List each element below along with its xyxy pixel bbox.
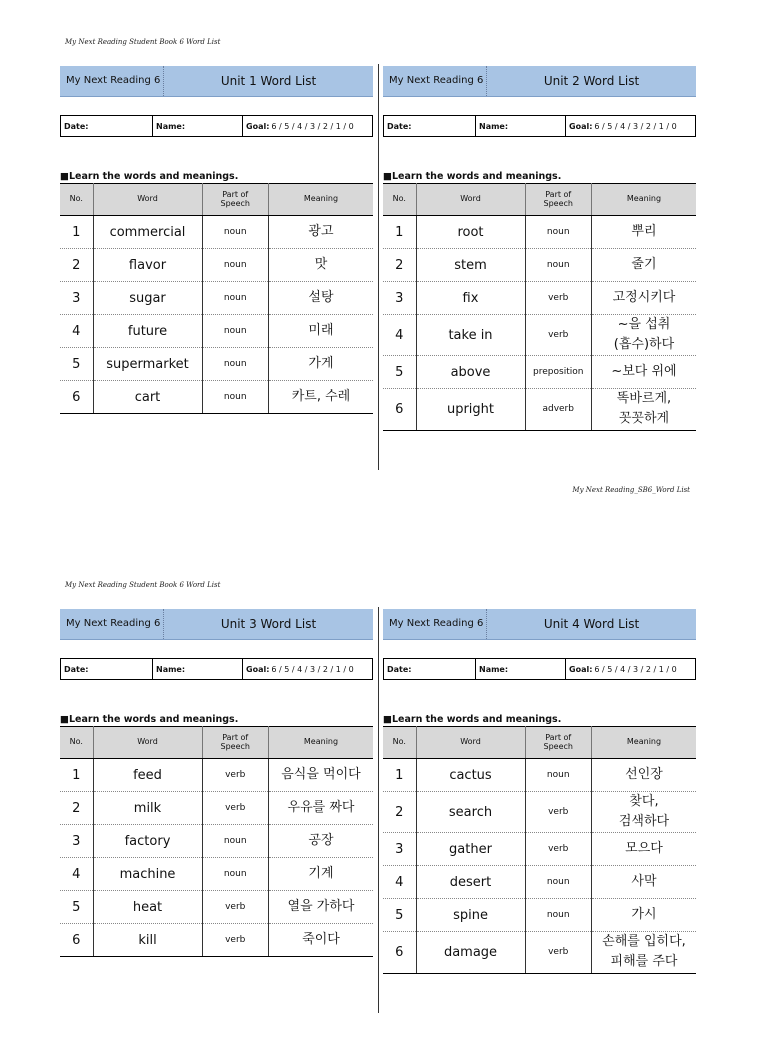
row-word: kill xyxy=(93,924,202,957)
row-part-of-speech: noun xyxy=(525,249,591,282)
row-part-of-speech: noun xyxy=(525,866,591,899)
table-row xyxy=(60,249,373,282)
table-header-row xyxy=(60,184,373,216)
row-part-of-speech: verb xyxy=(202,891,268,924)
row-meaning: 가게 xyxy=(268,348,373,381)
row-meaning: 고정시키다 xyxy=(591,282,696,315)
row-part-of-speech: verb xyxy=(525,315,591,356)
row-word: damage xyxy=(416,932,525,973)
row-number: 3 xyxy=(60,825,93,858)
row-meaning: 우유를 짜다 xyxy=(268,792,373,825)
row-part-of-speech: noun xyxy=(202,348,268,381)
goal-values: 6 / 5 / 4 / 3 / 2 / 1 / 0 xyxy=(271,121,354,131)
row-number: 2 xyxy=(60,792,93,825)
unit-title: Unit 3 Word List xyxy=(220,617,317,631)
book-name: My Next Reading 6 xyxy=(60,66,164,96)
row-meaning: 광고 xyxy=(268,216,373,249)
row-word: fix xyxy=(416,282,525,315)
row-meaning: 카트, 수레 xyxy=(268,381,373,414)
row-part-of-speech: verb xyxy=(202,924,268,957)
row-number: 4 xyxy=(60,858,93,891)
info-row xyxy=(383,658,696,680)
row-meaning: 음식을 먹이다 xyxy=(268,759,373,792)
header-word: Word xyxy=(93,727,202,759)
row-word: sugar xyxy=(93,282,202,315)
title-bar xyxy=(383,66,696,97)
header-pos: Part of Speech xyxy=(202,184,268,216)
row-part-of-speech: verb xyxy=(525,792,591,833)
row-word: gather xyxy=(416,833,525,866)
page-header: My Next Reading Student Book 6 Word List xyxy=(65,38,221,46)
instruction-heading: ■Learn the words and meanings. xyxy=(60,714,239,725)
row-number: 1 xyxy=(383,216,416,249)
table-row xyxy=(60,891,373,924)
row-part-of-speech: verb xyxy=(202,759,268,792)
row-part-of-speech: noun xyxy=(202,216,268,249)
row-word: commercial xyxy=(93,216,202,249)
page-1 xyxy=(0,0,768,512)
column-divider xyxy=(378,607,379,1013)
word-table xyxy=(60,183,373,414)
header-word: Word xyxy=(416,727,525,759)
row-number: 1 xyxy=(60,216,93,249)
row-part-of-speech: noun xyxy=(525,759,591,792)
row-number: 6 xyxy=(383,389,416,430)
row-word: stem xyxy=(416,249,525,282)
title-bar xyxy=(383,609,696,640)
row-part-of-speech: verb xyxy=(525,282,591,315)
table-row xyxy=(60,759,373,792)
page-header: My Next Reading Student Book 6 Word List xyxy=(65,581,221,589)
info-row xyxy=(60,115,373,137)
row-word: feed xyxy=(93,759,202,792)
table-header-row xyxy=(383,184,696,216)
book-name: My Next Reading 6 xyxy=(383,609,487,639)
table-row xyxy=(383,833,696,866)
row-part-of-speech: verb xyxy=(202,792,268,825)
goal-field xyxy=(566,659,695,679)
header-no: No. xyxy=(60,184,93,216)
instruction-heading: ■Learn the words and meanings. xyxy=(60,171,239,182)
page-footer: My Next Reading_SB6_Word List xyxy=(572,486,690,494)
row-part-of-speech: noun xyxy=(525,899,591,932)
row-word: desert xyxy=(416,866,525,899)
row-part-of-speech: noun xyxy=(202,381,268,414)
header-no: No. xyxy=(383,727,416,759)
unit-panel-3 xyxy=(60,609,373,957)
header-no: No. xyxy=(383,184,416,216)
table-row xyxy=(60,381,373,414)
table-row xyxy=(383,899,696,932)
book-name: My Next Reading 6 xyxy=(383,66,487,96)
name-label: Name: xyxy=(156,121,186,131)
row-part-of-speech: noun xyxy=(202,315,268,348)
table-row xyxy=(60,792,373,825)
row-meaning: 사막 xyxy=(591,866,696,899)
date-label: Date: xyxy=(64,121,89,131)
page-2 xyxy=(0,543,768,1055)
unit-panel-2 xyxy=(383,66,696,431)
date-field[interactable] xyxy=(384,659,476,679)
table-row xyxy=(60,216,373,249)
row-meaning: ~을 섭취 (흡수)하다 xyxy=(591,315,696,356)
row-word: above xyxy=(416,356,525,389)
date-label: Date: xyxy=(64,664,89,674)
row-word: upright xyxy=(416,389,525,430)
unit-panel-4 xyxy=(383,609,696,974)
row-word: cactus xyxy=(416,759,525,792)
row-meaning: 미래 xyxy=(268,315,373,348)
table-row xyxy=(383,759,696,792)
row-part-of-speech: noun xyxy=(525,216,591,249)
row-number: 5 xyxy=(60,348,93,381)
row-word: future xyxy=(93,315,202,348)
header-pos: Part of Speech xyxy=(525,184,591,216)
row-part-of-speech: noun xyxy=(202,282,268,315)
row-word: search xyxy=(416,792,525,833)
row-word: heat xyxy=(93,891,202,924)
date-field[interactable] xyxy=(61,116,153,136)
table-row xyxy=(383,792,696,833)
title-bar xyxy=(60,609,373,640)
table-row xyxy=(60,858,373,891)
row-number: 6 xyxy=(60,381,93,414)
table-row xyxy=(383,932,696,973)
goal-values: 6 / 5 / 4 / 3 / 2 / 1 / 0 xyxy=(271,664,354,674)
row-number: 1 xyxy=(383,759,416,792)
row-part-of-speech: noun xyxy=(202,858,268,891)
name-label: Name: xyxy=(479,121,509,131)
unit-title: Unit 2 Word List xyxy=(543,74,640,88)
goal-label: Goal: xyxy=(569,664,593,674)
row-meaning: 선인장 xyxy=(591,759,696,792)
row-word: factory xyxy=(93,825,202,858)
date-label: Date: xyxy=(387,664,412,674)
row-meaning: 찾다, 검색하다 xyxy=(591,792,696,833)
goal-label: Goal: xyxy=(569,121,593,131)
info-row xyxy=(60,658,373,680)
table-row xyxy=(383,249,696,282)
row-number: 5 xyxy=(383,356,416,389)
header-meaning: Meaning xyxy=(591,184,696,216)
row-word: supermarket xyxy=(93,348,202,381)
instruction-heading: ■Learn the words and meanings. xyxy=(383,714,562,725)
word-table xyxy=(383,183,696,431)
name-field[interactable] xyxy=(153,659,243,679)
table-row xyxy=(60,348,373,381)
date-field[interactable] xyxy=(384,116,476,136)
row-number: 3 xyxy=(383,833,416,866)
row-number: 4 xyxy=(383,866,416,899)
row-word: take in xyxy=(416,315,525,356)
table-row xyxy=(60,315,373,348)
row-meaning: 설탕 xyxy=(268,282,373,315)
header-pos: Part of Speech xyxy=(202,727,268,759)
row-meaning: 기계 xyxy=(268,858,373,891)
book-name: My Next Reading 6 xyxy=(60,609,164,639)
goal-field xyxy=(243,659,372,679)
word-table xyxy=(383,726,696,974)
goal-label: Goal: xyxy=(246,121,270,131)
instruction-heading: ■Learn the words and meanings. xyxy=(383,171,562,182)
header-word: Word xyxy=(416,184,525,216)
table-row xyxy=(383,389,696,430)
unit-title: Unit 4 Word List xyxy=(543,617,640,631)
row-number: 6 xyxy=(383,932,416,973)
table-row xyxy=(60,282,373,315)
row-word: cart xyxy=(93,381,202,414)
row-part-of-speech: preposition xyxy=(525,356,591,389)
row-number: 5 xyxy=(60,891,93,924)
row-part-of-speech: verb xyxy=(525,833,591,866)
name-label: Name: xyxy=(479,664,509,674)
row-meaning: ~보다 위에 xyxy=(591,356,696,389)
date-label: Date: xyxy=(387,121,412,131)
row-number: 2 xyxy=(60,249,93,282)
goal-field xyxy=(243,116,372,136)
header-meaning: Meaning xyxy=(591,727,696,759)
name-field[interactable] xyxy=(153,116,243,136)
table-row xyxy=(60,924,373,957)
row-number: 4 xyxy=(383,315,416,356)
table-header-row xyxy=(383,727,696,759)
table-row xyxy=(60,825,373,858)
goal-values: 6 / 5 / 4 / 3 / 2 / 1 / 0 xyxy=(594,121,677,131)
goal-label: Goal: xyxy=(246,664,270,674)
row-number: 5 xyxy=(383,899,416,932)
name-field[interactable] xyxy=(476,659,566,679)
row-part-of-speech: verb xyxy=(525,932,591,973)
name-field[interactable] xyxy=(476,116,566,136)
row-number: 2 xyxy=(383,792,416,833)
row-number: 4 xyxy=(60,315,93,348)
word-table xyxy=(60,726,373,957)
row-number: 2 xyxy=(383,249,416,282)
row-part-of-speech: adverb xyxy=(525,389,591,430)
row-word: milk xyxy=(93,792,202,825)
table-row xyxy=(383,866,696,899)
row-meaning: 공장 xyxy=(268,825,373,858)
name-label: Name: xyxy=(156,664,186,674)
table-header-row xyxy=(60,727,373,759)
goal-field xyxy=(566,116,695,136)
row-meaning: 가시 xyxy=(591,899,696,932)
row-part-of-speech: noun xyxy=(202,249,268,282)
row-number: 3 xyxy=(383,282,416,315)
row-number: 3 xyxy=(60,282,93,315)
row-meaning: 똑바르게, 꼿꼿하게 xyxy=(591,389,696,430)
info-row xyxy=(383,115,696,137)
row-word: spine xyxy=(416,899,525,932)
row-number: 1 xyxy=(60,759,93,792)
header-no: No. xyxy=(60,727,93,759)
unit-title: Unit 1 Word List xyxy=(220,74,317,88)
date-field[interactable] xyxy=(61,659,153,679)
header-pos: Part of Speech xyxy=(525,727,591,759)
row-word: flavor xyxy=(93,249,202,282)
goal-values: 6 / 5 / 4 / 3 / 2 / 1 / 0 xyxy=(594,664,677,674)
row-number: 6 xyxy=(60,924,93,957)
row-word: machine xyxy=(93,858,202,891)
row-meaning: 죽이다 xyxy=(268,924,373,957)
row-meaning: 뿌리 xyxy=(591,216,696,249)
row-word: root xyxy=(416,216,525,249)
table-row xyxy=(383,315,696,356)
header-word: Word xyxy=(93,184,202,216)
row-meaning: 열을 가하다 xyxy=(268,891,373,924)
row-meaning: 맛 xyxy=(268,249,373,282)
row-part-of-speech: noun xyxy=(202,825,268,858)
table-row xyxy=(383,282,696,315)
table-row xyxy=(383,356,696,389)
header-meaning: Meaning xyxy=(268,184,373,216)
row-meaning: 모으다 xyxy=(591,833,696,866)
header-meaning: Meaning xyxy=(268,727,373,759)
column-divider xyxy=(378,64,379,470)
unit-panel-1 xyxy=(60,66,373,414)
table-row xyxy=(383,216,696,249)
row-meaning: 줄기 xyxy=(591,249,696,282)
title-bar xyxy=(60,66,373,97)
row-meaning: 손해를 입히다, 피해를 주다 xyxy=(591,932,696,973)
